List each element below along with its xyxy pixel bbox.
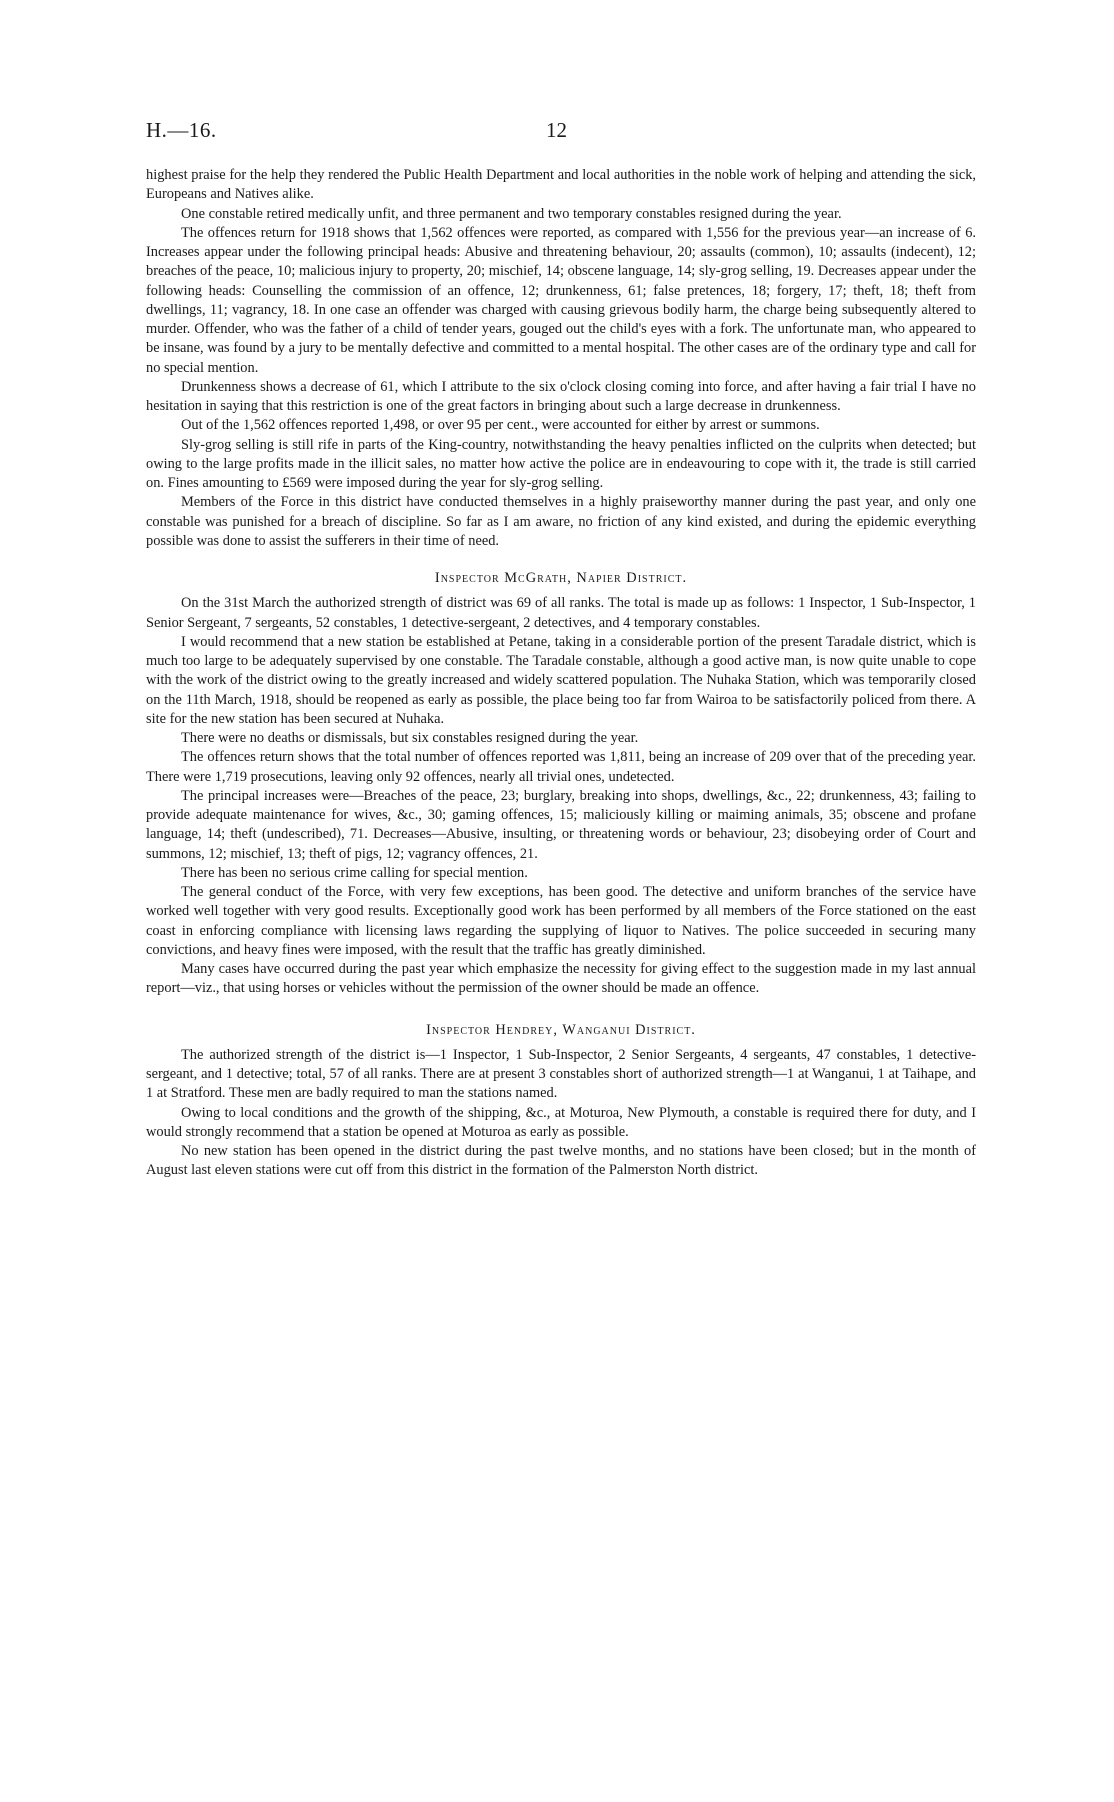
- paragraph: Members of the Force in this district have conducted themselves in a highly praiseworthy manner during the past year, and only one constable was punished for a breach of discipline. So far as I am aware, no friction of any kind existed, and during the epidemic everything possible was done to assist the sufferers in their time of need.: [146, 494, 976, 549]
- paragraph: highest praise for the help they rendered the Public Health Department and local authorities in the noble work of helping and attending the sick, Europeans and Natives alike.: [146, 167, 976, 203]
- page-number: 12: [546, 118, 567, 142]
- paragraph: The principal increases were—Breaches of the peace, 23; burglary, breaking into shops, dwellings, &c., 22; drunkenness, 43; failing to provide adequate maintenance for wives, &c., 30; gaming offences, 15; maliciously killing or maiming animals, 35; obscene and profane language, 14; theft (undescribed), 71. Decreases—Abusive, insulting, or threatening words or behaviour, 23; disobeying order of Court and summons, 12; mischief, 13; theft of pigs, 12; vagrancy offences, 21.: [146, 787, 976, 862]
- section-heading-napier: Inspector McGrath, Napier District.: [434, 570, 688, 586]
- section-heading-wanganui: Inspector Hendrey, Wanganui District.: [426, 1021, 696, 1038]
- paragraph: Sly-grog selling is still rife in parts of the King-country, notwithstanding the heavy penalties inflicted on the culprits when detected; but owing to the large profits made in the illicit sales, no matter how active the police are in endeavouring to cope with it, the trade is still carried on. Fines amounting to £569 were imposed during the year for sly-grog selling.: [146, 436, 976, 491]
- page-header: [146, 118, 976, 148]
- paragraph: The general conduct of the Force, with very few exceptions, has been good. The detective and uniform branches of the service have worked well together with very good results. Exceptionally good work has been performed by all members of the Force stationed on the east coast in enforcing compliance with licensing laws regarding the supplying of liquor to Natives. The police succeeded in securing many convictions, and heavy fines were imposed, with the result that the traffic has greatly diminished.: [146, 884, 976, 958]
- paragraph: On the 31st March the authorized strength of district was 69 of all ranks. The total is made up as follows: 1 Inspector, 1 Sub-Inspector, 1 Senior Sergeant, 7 sergeants, 52 constables, 1 detective-sergeant, 2 detectives, and 4 temporary constables.: [146, 595, 976, 631]
- page-reference: H.—16.: [146, 118, 217, 142]
- document-body: [146, 166, 976, 1181]
- paragraph: No new station has been opened in the district during the past twelve months, and no stations have been closed; but in the month of August last eleven stations were cut off from this district in the formation of the Palmerston North district.: [146, 1143, 976, 1179]
- paragraph: The authorized strength of the district is—1 Inspector, 1 Sub-Inspector, 2 Senior Sergeants, 4 sergeants, 47 constables, 1 detective-sergeant, and 1 detective; total, 57 of all ranks. There are at present 3 constables short of authorized strength—1 at Wanganui, 1 at Taihape, and 1 at Stratford. These men are badly required to man the stations named.: [146, 1046, 976, 1102]
- paragraph: Owing to local conditions and the growth of the shipping, &c., at Moturoa, New Plymouth, a constable is required there for duty, and I would strongly recommend that a station be opened at Moturoa as early as possible.: [146, 1104, 976, 1140]
- paragraph: One constable retired medically unfit, and three permanent and two temporary constables resigned during the year.: [181, 205, 842, 222]
- paragraph: There has been no serious crime calling for special mention.: [181, 864, 528, 881]
- paragraph: Drunkenness shows a decrease of 61, which I attribute to the six o'clock closing coming into force, and after having a fair trial I have no hesitation in saying that this restriction is one of the great factors in bringing about such a large decrease in drunkenness.: [146, 378, 976, 414]
- paragraph: Many cases have occurred during the past year which emphasize the necessity for giving effect to the suggestion made in my last annual report—viz., that using horses or vehicles without the permission of the owner should be made an offence.: [146, 961, 976, 997]
- paragraph: The offences return for 1918 shows that 1,562 offences were reported, as compared with 1,556 for the previous year—an increase of 6. Increases appear under the following principal heads: Abusive and threatening behaviour, 20; assaults (common), 10; assaults (indecent), 12; breaches of the peace, 10; malicious injury to property, 20; mischief, 14; obscene language, 14; sly-grog selling, 19. Decreases appear under the following heads: Counselling the commission of an offence, 12; drunkenness, 61; false pretences, 18; forgery, 17; theft, 18; theft from dwellings, 11; vagrancy, 18. In one case an offender was charged with causing grievous bodily harm, the charge being subsequently altered to murder. Offender, who was the father of a child of tender years, gouged out the child's eyes with a fork. The unfortunate man, who appeared to be insane, was found by a jury to be mentally defective and committed to a mental hospital. The other cases are of the ordinary type and call for no special mention.: [146, 224, 976, 376]
- paragraph: Out of the 1,562 offences reported 1,498, or over 95 per cent., were accounted for either by arrest or summons.: [181, 417, 820, 434]
- paragraph: There were no deaths or dismissals, but six constables resigned during the year.: [181, 730, 639, 746]
- paragraph: I would recommend that a new station be established at Petane, taking in a considerable portion of the present Taradale district, which is much too large to be adequately supervised by one constable. The Taradale constable, although a good active man, is now quite unable to cope with the work of the district owing to the greatly increased and widely scattered population. The Nuhaka Station, which was temporarily closed on the 11th March, 1918, should be reopened as early as possible, the place being too far from Wairoa to be satisfactorily policed from there. A site for the new station has been secured at Nuhaka.: [146, 633, 976, 727]
- paragraph: The offences return shows that the total number of offences reported was 1,811, being an increase of 209 over that of the preceding year. There were 1,719 prosecutions, leaving only 92 offences, nearly all trivial ones, undetected.: [146, 749, 976, 785]
